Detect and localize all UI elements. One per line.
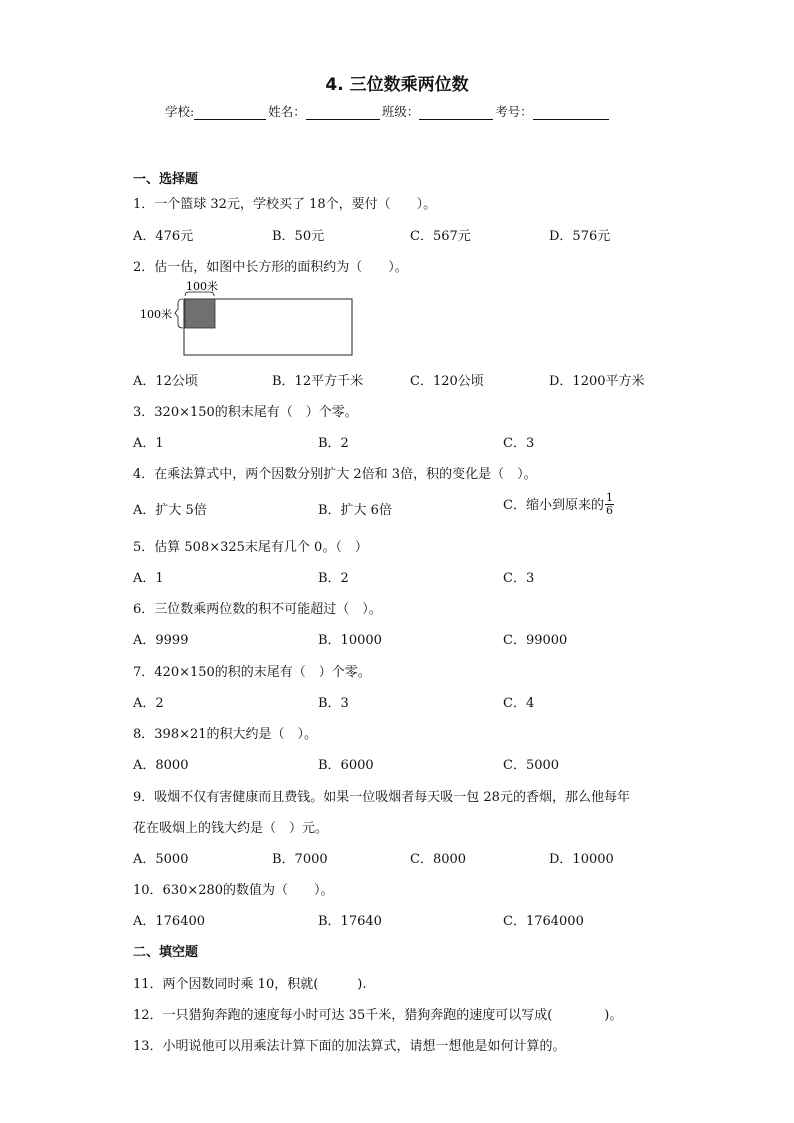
question-9: 9．吸烟不仅有害健康而且费钱。如果一位吸烟者每天吸一包 28元的香烟，那么他每年 [133,790,630,805]
fraction-numerator: 1 [605,491,613,504]
unit-square [185,299,215,328]
question-4-options [133,491,693,518]
option-c[interactable]: C．3 [503,436,535,451]
option-a[interactable]: A．8000 [133,758,189,773]
option-a[interactable]: A．9999 [133,633,189,648]
one-sixth-fraction [605,492,614,517]
option-c[interactable]: C．99000 [503,633,568,648]
option-a[interactable]: A．12公顷 [133,374,198,389]
question-8-options [133,754,693,772]
exam-number-label: 考号： [495,104,533,119]
option-b[interactable]: B．12平方千米 [272,374,364,389]
option-c[interactable] [503,493,614,518]
option-a[interactable]: A．1 [133,436,164,451]
option-c[interactable]: C．567元 [410,229,471,244]
school-label: 学校: [165,104,195,119]
question-1: 1．一个篮球 32元，学校买了 18个，要付（ ）。 [133,197,437,212]
fraction-denominator: 6 [605,504,613,517]
question-8: 8．398×21的积大约是（ ）。 [133,727,318,742]
diagram-left-label: 100米 [140,308,172,321]
option-b[interactable]: B．17640 [318,914,382,929]
section-choice-heading: 一、选择题 [133,172,199,187]
option-c[interactable]: C．4 [503,696,535,711]
option-a[interactable]: A．1 [133,571,164,586]
diagram-top-label: 100米 [186,280,218,293]
option-c[interactable]: C．8000 [410,852,467,867]
question-2: 2．估一估，如图中长方形的面积约为（ ）。 [133,260,408,275]
question-6: 6．三位数乘两位数的积不可能超过（ ）。 [133,602,382,617]
question-4: 4．在乘法算式中，两个因数分别扩大 2倍和 3倍，积的变化是（ ）。 [133,467,537,482]
option-d[interactable]: D．1200平方米 [549,374,645,389]
question-6-options [133,629,693,647]
question-3: 3．320×150的积末尾有（ ）个零。 [133,405,358,420]
option-b[interactable]: B．50元 [272,229,325,244]
class-label: 班级： [381,104,420,119]
question-10: 10．630×280的数值为（ ）。 [133,883,334,898]
option-a[interactable]: A．476元 [133,229,194,244]
question-12: 12．一只猎狗奔跑的速度每小时可达 35千米，猎狗奔跑的速度可以写成( )。 [133,1008,623,1023]
name-blank[interactable] [306,105,380,120]
question-3-options [133,432,693,450]
question-5-options [133,567,693,585]
student-info-line [165,102,611,120]
section-fill-heading: 二、填空题 [133,945,199,960]
option-d[interactable]: D．576元 [549,229,611,244]
option-c[interactable]: C．1764000 [503,914,584,929]
class-blank[interactable] [419,105,493,120]
question-9-options [133,848,693,866]
option-a[interactable]: A．5000 [133,852,189,867]
exam-number-blank[interactable] [533,105,609,120]
left-brace [175,299,183,328]
option-c[interactable]: C．5000 [503,758,560,773]
name-label: 姓名： [268,104,306,119]
option-b[interactable]: B．10000 [318,633,382,648]
question-13: 13．小明说他可以用乘法计算下面的加法算式，请想一想他是如何计算的。 [133,1039,566,1054]
option-b[interactable]: B．2 [318,571,349,586]
option-c[interactable]: C．120公顷 [410,374,484,389]
option-b[interactable]: B．7000 [272,852,328,867]
option-c[interactable]: C．3 [503,571,535,586]
option-d[interactable]: D．10000 [549,852,614,867]
page-title: 4. 三位数乘两位数 [325,75,469,95]
question-11: 11．两个因数同时乘 10，积就( ). [133,977,367,992]
option-c-text: C．缩小到原来的 [503,498,604,513]
option-a[interactable]: A．176400 [133,914,206,929]
option-b[interactable]: B．2 [318,436,349,451]
question-7: 7．420×150的积的末尾有（ ）个零。 [133,665,371,680]
option-b[interactable]: B．6000 [318,758,374,773]
option-a[interactable]: A．2 [133,696,164,711]
question-1-options [133,225,693,243]
question-2-options [133,370,693,388]
school-blank[interactable] [194,105,266,120]
rectangle-area-diagram [138,278,358,360]
option-b[interactable]: B．3 [318,696,349,711]
option-a[interactable]: A．扩大 5倍 [133,503,207,518]
question-9-continued: 花在吸烟上的钱大约是（ ）元。 [133,821,329,836]
option-b[interactable]: B．扩大 6倍 [318,503,392,518]
question-7-options [133,692,693,710]
question-10-options [133,910,693,928]
question-5: 5．估算 508×325末尾有几个 0。（ ） [133,540,368,555]
